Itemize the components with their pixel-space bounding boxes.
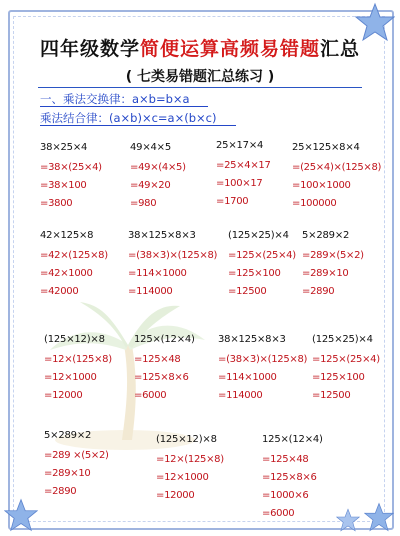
problem xyxy=(218,334,307,401)
solution-step: =12500 xyxy=(312,390,351,401)
problem-question: 125×(12×4) xyxy=(134,334,195,345)
law-underline xyxy=(40,106,208,107)
solution-step: =42×1000 xyxy=(40,268,93,279)
solution-step: =1000×6 xyxy=(262,490,309,501)
solution-step: =3800 xyxy=(40,198,73,209)
problem xyxy=(262,434,323,519)
problem-question: 38×125×8×3 xyxy=(218,334,286,345)
title-part-3: 汇总 xyxy=(320,38,361,60)
solution-step: =289 ×(5×2) xyxy=(44,450,109,461)
solution-step: =25×4×17 xyxy=(216,160,271,171)
solution-step: =125×48 xyxy=(134,354,181,365)
problem-question: 5×289×2 xyxy=(44,430,92,441)
subtitle-divider xyxy=(38,87,362,88)
problem-question: 49×4×5 xyxy=(130,142,172,153)
solution-step: =12×1000 xyxy=(44,372,97,383)
solution-step: =125×8×6 xyxy=(262,472,317,483)
problem xyxy=(130,142,186,209)
solution-step: =12×(125×8) xyxy=(156,454,224,465)
title-part-2: 简便运算高频易错题 xyxy=(139,38,320,60)
solution-step: =1700 xyxy=(216,196,249,207)
problem xyxy=(40,142,102,209)
solution-step: =42×(125×8) xyxy=(40,250,108,261)
problem xyxy=(156,434,224,501)
solution-step: =125×(25×4) xyxy=(228,250,296,261)
star-icon xyxy=(4,498,38,532)
problem-question: 5×289×2 xyxy=(302,230,350,241)
solution-step: =12×1000 xyxy=(156,472,209,483)
solution-step: =289×10 xyxy=(44,468,91,479)
solution-step: =49×20 xyxy=(130,180,171,191)
problem-question: 42×125×8 xyxy=(40,230,94,241)
page-subtitle: ( 七类易错题汇总练习 ) xyxy=(125,69,275,85)
solution-step: =38×100 xyxy=(40,180,87,191)
law-associative: 乘法结合律：(a×b)×c=a×(b×c) xyxy=(40,111,217,125)
solution-step: =100×1000 xyxy=(292,180,351,191)
solution-step: =12000 xyxy=(44,390,83,401)
solution-step: =114×1000 xyxy=(218,372,277,383)
law-commutative: 一、乘法交换律：a×b=b×a xyxy=(40,92,190,106)
problem xyxy=(44,430,109,497)
solution-step: =289×(5×2) xyxy=(302,250,364,261)
title-part-1: 四年级数学 xyxy=(39,38,140,60)
solution-step: =289×10 xyxy=(302,268,349,279)
problem xyxy=(292,142,381,209)
solution-step: =(38×3)×(125×8) xyxy=(218,354,308,365)
solution-step: =125×8×6 xyxy=(134,372,189,383)
problem-question: 38×125×8×3 xyxy=(128,230,196,241)
solution-step: =125×48 xyxy=(262,454,309,465)
solution-step: =12000 xyxy=(156,490,195,501)
solution-step: =12×(125×8) xyxy=(44,354,112,365)
problem xyxy=(312,334,380,401)
page-title xyxy=(0,34,400,61)
solution-step: =125×100 xyxy=(312,372,365,383)
solution-step: =2890 xyxy=(44,486,77,497)
problem-question: (125×12)×8 xyxy=(44,334,105,345)
solution-step: =125×(25×4) xyxy=(312,354,380,365)
star-icon xyxy=(336,508,360,532)
solution-step: =12500 xyxy=(228,286,267,297)
problem xyxy=(128,230,217,297)
solution-step: =114×1000 xyxy=(128,268,187,279)
problem xyxy=(302,230,364,297)
solution-step: =(25×4)×(125×8) xyxy=(292,162,382,173)
solution-step: =114000 xyxy=(128,286,173,297)
star-icon xyxy=(364,502,394,532)
law-underline xyxy=(40,125,236,126)
problem-question: 38×25×4 xyxy=(40,142,88,153)
solution-step: =125×100 xyxy=(228,268,281,279)
solution-step: =6000 xyxy=(134,390,167,401)
solution-step: =980 xyxy=(130,198,157,209)
problem xyxy=(228,230,296,297)
problem-question: 25×125×8×4 xyxy=(292,142,360,153)
problem-question: 25×17×4 xyxy=(216,140,264,151)
solution-step: =38×(25×4) xyxy=(40,162,102,173)
problem-question: (125×25)×4 xyxy=(228,230,289,241)
problem-question: (125×12)×8 xyxy=(156,434,217,445)
solution-step: =(38×3)×(125×8) xyxy=(128,250,218,261)
problem xyxy=(44,334,112,401)
solution-step: =100×17 xyxy=(216,178,263,189)
problem xyxy=(134,334,195,401)
problem xyxy=(216,140,271,207)
solution-step: =114000 xyxy=(218,390,263,401)
problem-question: 125×(12×4) xyxy=(262,434,323,445)
solution-step: =42000 xyxy=(40,286,79,297)
solution-step: =100000 xyxy=(292,198,337,209)
problem xyxy=(40,230,108,297)
solution-step: =6000 xyxy=(262,508,295,519)
solution-step: =49×(4×5) xyxy=(130,162,186,173)
problem-question: (125×25)×4 xyxy=(312,334,373,345)
solution-step: =2890 xyxy=(302,286,335,297)
